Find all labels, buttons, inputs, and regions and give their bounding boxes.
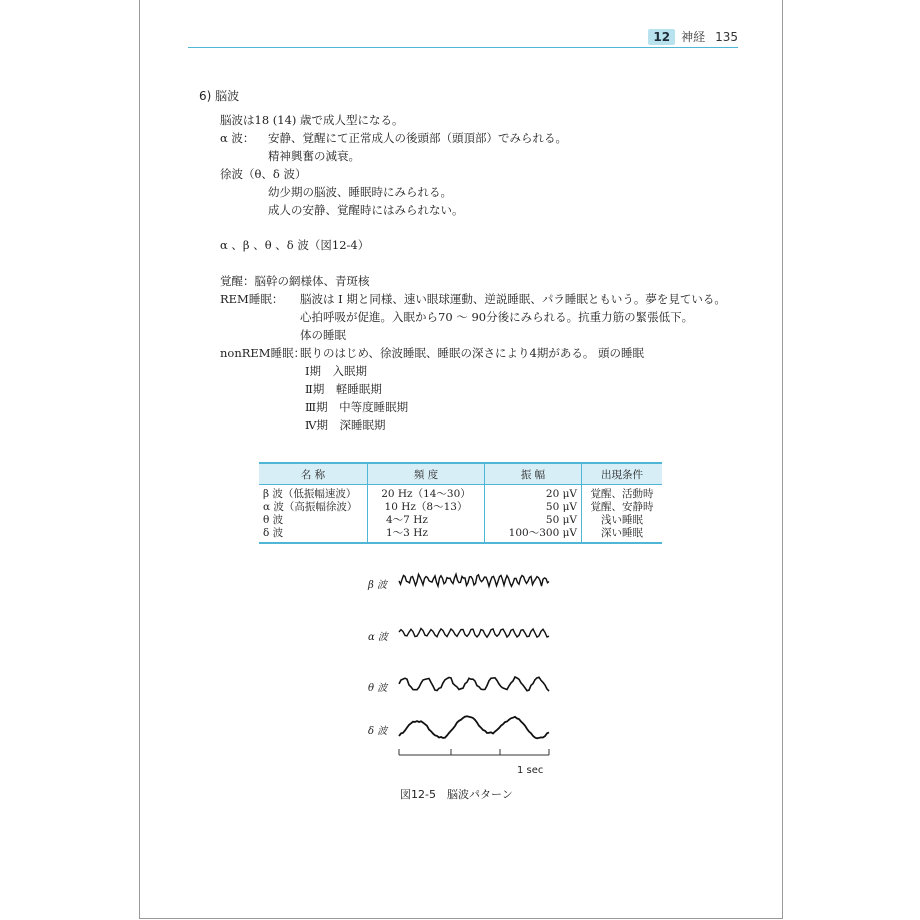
- col-condition-header: 出現条件: [582, 463, 663, 485]
- section-title: 6) 脳波: [199, 89, 240, 103]
- alpha-wave-label: α 波: [368, 632, 388, 643]
- slow-wave-line-2: 成人の安静、覚醒時にはみられない。: [268, 203, 464, 217]
- wave-frequency: 10 Hz（8～13）: [368, 501, 485, 514]
- wave-amplitude: 20 μV: [485, 485, 582, 502]
- rem-label: REM睡眠：: [220, 292, 284, 306]
- wave-condition: 深い睡眠: [582, 527, 663, 543]
- stage-1: Ⅰ期 入眠期: [305, 364, 368, 378]
- wave-frequency: 1～3 Hz: [368, 527, 485, 543]
- stage-4: Ⅳ期 深睡眠期: [305, 418, 386, 432]
- wave-name: α 波（高振幅徐波）: [263, 501, 358, 513]
- waves-reference: α 、β 、θ 、δ 波（図12-4）: [220, 238, 370, 252]
- alpha-wave-trace: [399, 629, 549, 638]
- wave-amplitude: 100～300 μV: [485, 527, 582, 543]
- alpha-line-2: 精神興奮の減衰。: [268, 149, 360, 163]
- chapter-number: 12: [648, 29, 675, 45]
- intro-line: 脳波は18 (14) 歳で成人型になる。: [220, 113, 404, 127]
- wave-name: β 波（低振幅速波）: [263, 488, 357, 500]
- wave-amplitude: 50 μV: [485, 501, 582, 514]
- chapter-title: 神経: [681, 30, 706, 44]
- document-page: [139, 0, 783, 919]
- wave-condition: 覚醒、安静時: [582, 501, 663, 514]
- stage-2: Ⅱ期 軽睡眠期: [305, 382, 382, 396]
- time-scale-bar: [399, 749, 549, 755]
- col-frequency-header: 頻 度: [368, 463, 485, 485]
- col-amplitude-header: 振 幅: [485, 463, 582, 485]
- nonrem-label: nonREM睡眠：: [220, 346, 306, 360]
- wave-name: δ 波: [259, 527, 368, 543]
- alpha-line-1: 安静、覚醒にて正常成人の後頭部（頭頂部）でみられる。: [268, 131, 567, 145]
- beta-wave-label: β 波: [368, 580, 387, 591]
- alpha-label: α 波：: [220, 131, 255, 145]
- delta-wave-trace: [399, 716, 549, 738]
- eeg-pattern-figure: [140, 0, 782, 918]
- time-scale-label: 1 sec: [517, 765, 544, 776]
- figure-caption: 図12-5 脳波パターン: [400, 788, 513, 801]
- slow-wave-line-1: 幼少期の脳波、睡眠時にみられる。: [268, 185, 452, 199]
- rem-line-3: 体の睡眠: [300, 328, 346, 342]
- arousal-line: 覚醒：脳幹の網様体、青斑核: [220, 274, 370, 288]
- beta-wave-trace: [399, 574, 549, 586]
- col-name-header: 名 称: [259, 463, 368, 485]
- wave-condition: 浅い睡眠: [582, 514, 663, 527]
- rem-line-2: 心拍呼吸が促進。入眠から70 ～ 90分後にみられる。抗重力筋の緊張低下。: [300, 310, 694, 324]
- stage-3: Ⅲ期 中等度睡眠期: [305, 400, 409, 414]
- page-number: 135: [715, 29, 738, 44]
- wave-name: θ 波: [263, 514, 284, 526]
- rem-line-1: 脳波は I 期と同様、速い眼球運動、逆説睡眠、パラ睡眠ともいう。夢を見ている。: [300, 292, 726, 306]
- wave-frequency: 20 Hz（14～30）: [368, 485, 485, 502]
- wave-condition: 覚醒、活動時: [582, 485, 663, 502]
- delta-wave-label: δ 波: [368, 726, 388, 737]
- slow-wave-label: 徐波（θ、δ 波）: [220, 167, 307, 181]
- theta-wave-trace: [399, 677, 549, 691]
- theta-wave-label: θ 波: [368, 683, 388, 694]
- nonrem-line-1: 眠りのはじめ、徐波睡眠、睡眠の深さにより4期がある。 頭の睡眠: [300, 346, 645, 360]
- wave-frequency: 4～7 Hz: [368, 514, 485, 527]
- wave-amplitude: 50 μV: [485, 514, 582, 527]
